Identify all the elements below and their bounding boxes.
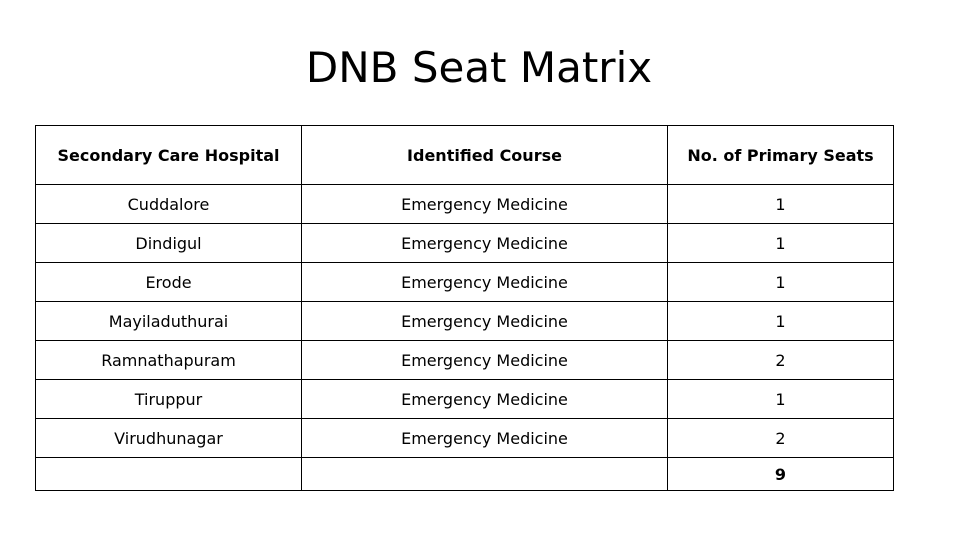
hospital-cell: Cuddalore [36, 185, 302, 224]
table-row [36, 419, 894, 458]
hospital-cell: Mayiladuthurai [36, 302, 302, 341]
course-cell: Emergency Medicine [302, 263, 668, 302]
seats-cell: 1 [668, 185, 894, 224]
seat-matrix-table [35, 125, 894, 491]
course-cell: Emergency Medicine [302, 341, 668, 380]
column-header-course: Identified Course [302, 126, 668, 185]
total-seats-cell: 9 [668, 458, 894, 491]
seats-cell: 2 [668, 419, 894, 458]
column-header-hospital: Secondary Care Hospital [36, 126, 302, 185]
table-row [36, 185, 894, 224]
seats-cell: 1 [668, 380, 894, 419]
total-empty-cell [36, 458, 302, 491]
seats-cell: 1 [668, 302, 894, 341]
table-row [36, 341, 894, 380]
table-row [36, 380, 894, 419]
course-cell: Emergency Medicine [302, 302, 668, 341]
course-cell: Emergency Medicine [302, 185, 668, 224]
hospital-cell: Erode [36, 263, 302, 302]
seats-cell: 1 [668, 263, 894, 302]
hospital-cell: Virudhunagar [36, 419, 302, 458]
column-header-seats: No. of Primary Seats [668, 126, 894, 185]
seats-cell: 2 [668, 341, 894, 380]
table-row [36, 263, 894, 302]
total-empty-cell [302, 458, 668, 491]
hospital-cell: Tiruppur [36, 380, 302, 419]
course-cell: Emergency Medicine [302, 419, 668, 458]
table-row [36, 224, 894, 263]
table-header-row [36, 126, 894, 185]
hospital-cell: Ramnathapuram [36, 341, 302, 380]
seats-cell: 1 [668, 224, 894, 263]
course-cell: Emergency Medicine [302, 224, 668, 263]
course-cell: Emergency Medicine [302, 380, 668, 419]
total-row [36, 458, 894, 491]
table-row [36, 302, 894, 341]
page-title: DNB Seat Matrix [305, 43, 653, 92]
hospital-cell: Dindigul [36, 224, 302, 263]
